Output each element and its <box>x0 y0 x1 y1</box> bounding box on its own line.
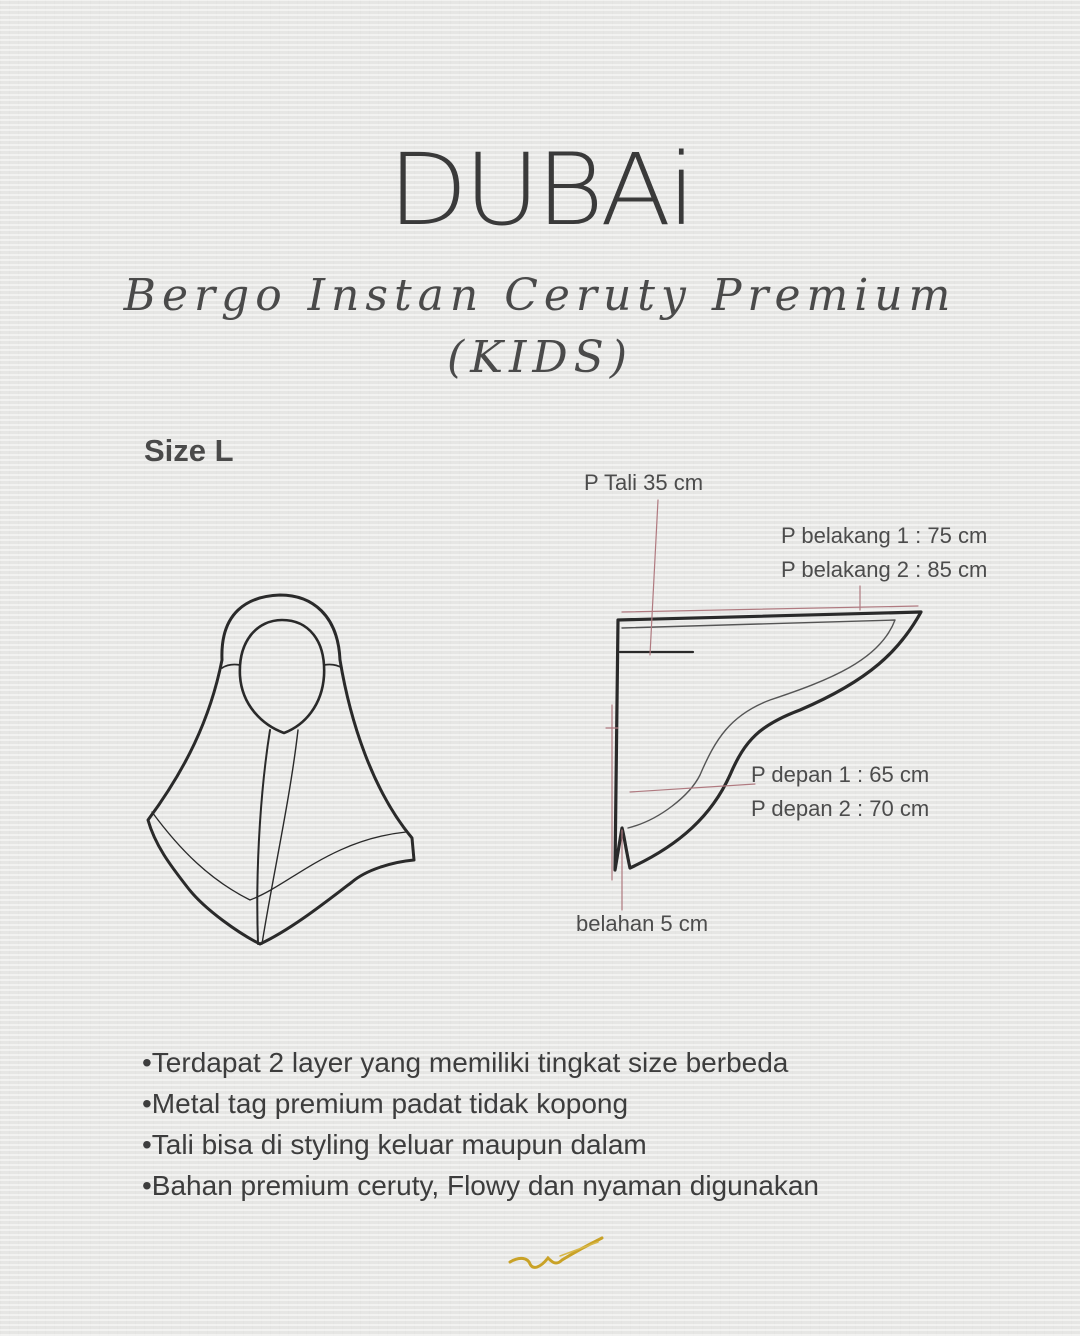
product-title-line2: (KIDS) <box>446 332 633 383</box>
measure-tali: P Tali 35 cm <box>584 470 704 495</box>
measure-belahan: belahan 5 cm <box>576 911 709 936</box>
feature-item: •Bahan premium ceruty, Flowy dan nyaman digunakan <box>142 1170 819 1201</box>
brand-logo: DUBAi <box>387 132 693 248</box>
feature-item: •Terdapat 2 layer yang memiliki tingkat size berbeda <box>142 1047 789 1078</box>
feature-item: •Tali bisa di styling keluar maupun dalam <box>142 1129 647 1160</box>
measure-depan-2: P depan 2 : 70 cm <box>751 796 930 821</box>
product-title-line1: Bergo Instan Ceruty Premium <box>123 270 957 321</box>
measure-belakang-2: P belakang 2 : 85 cm <box>781 557 988 582</box>
measure-belakang-1: P belakang 1 : 75 cm <box>781 523 988 548</box>
size-label: Size L <box>144 433 234 468</box>
feature-item: •Metal tag premium padat tidak kopong <box>142 1088 629 1119</box>
measure-depan-1: P depan 1 : 65 cm <box>751 762 930 787</box>
